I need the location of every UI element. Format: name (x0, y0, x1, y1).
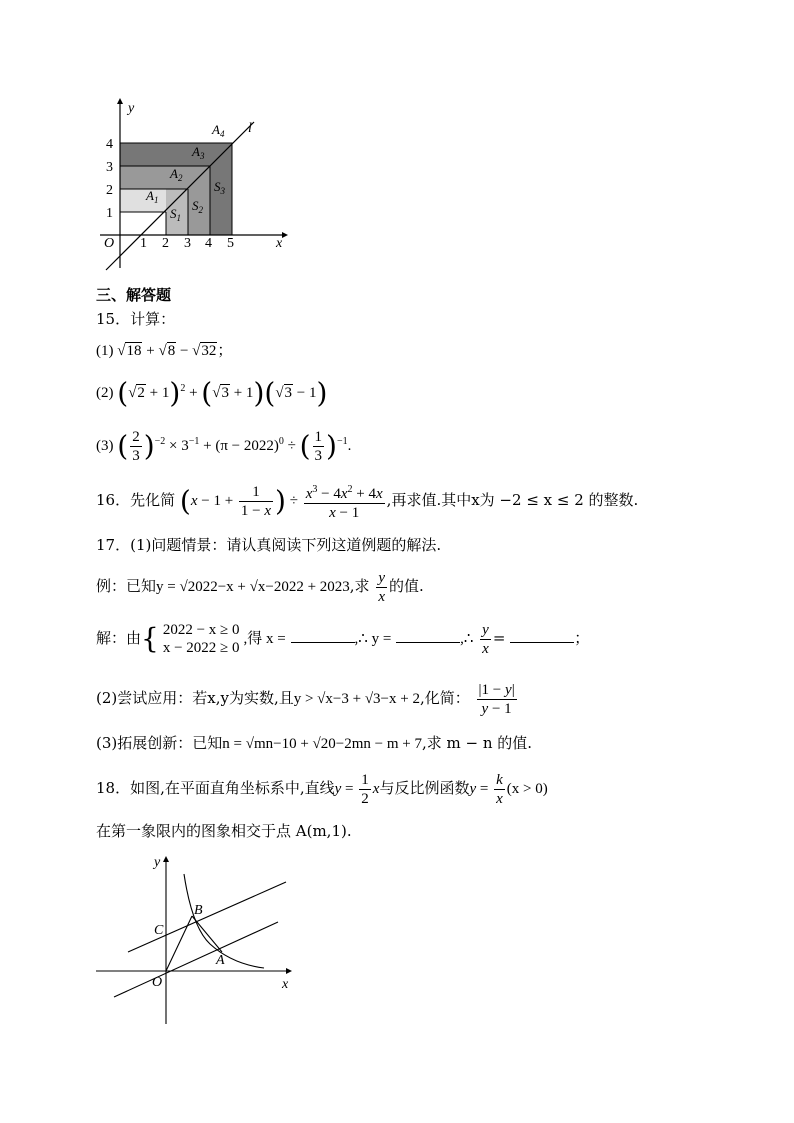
q17-therefore-frac: ,∴ (460, 631, 474, 647)
q17-part3-tail: ,求 m − n 的值. (421, 734, 533, 752)
section-title: 三、解答题 (96, 286, 172, 304)
point-a3-label: $A_3$ (192, 144, 205, 161)
q17-part2-prefix: (2)尝试应用：若x,y为实数,且 (96, 689, 294, 707)
x-tick-2: 2 (162, 236, 169, 251)
x-tick-3: 3 (184, 236, 191, 251)
y-tick-4: 4 (106, 137, 113, 152)
q18-line2: 在第一象限内的图象相交于点 A(m,1). (96, 822, 352, 840)
origin-label: O (104, 236, 115, 251)
q17-example-prefix: 例：已知 (96, 577, 157, 595)
area-s2-label: $S_2$ (192, 198, 203, 215)
y-axis-label: y (128, 101, 135, 116)
q17-example-expr: y = √2022−x + √x−2022 + 2023 (156, 579, 350, 595)
point-a1-label: $A_1$ (146, 188, 159, 205)
y-tick-1: 1 (106, 206, 113, 221)
answer-blank-y[interactable] (396, 628, 460, 643)
region-a1 (120, 189, 166, 212)
answer-blank-x[interactable] (291, 628, 355, 643)
x-tick-1: 1 (140, 236, 147, 251)
q17-example-suffix: ,求 (349, 577, 370, 595)
answer-blank-ratio[interactable] (510, 628, 574, 643)
q17-part3-expr: n = √mn−10 + √20−2mn − m + 7 (222, 736, 422, 752)
q15-part2: (2) $(√2 + 1)^2 + (√3 + 1)(√3 - 1)$ (96, 376, 328, 410)
q18-line1: 18．如图,在平面直角坐标系中,直线y = $\frac{1}{2}$ x与反比例函数y = $\frac{k}{x}$ (x > 0) (96, 772, 548, 808)
area-s1-label: $S_1$ (170, 206, 181, 223)
line-l-label: l (248, 121, 252, 136)
y-tick-3: 3 (106, 160, 113, 175)
q15-part1-label: (1) (96, 343, 114, 359)
origin-label: O (152, 975, 163, 990)
q17-get-x: ,得 x = (243, 631, 286, 647)
staircase-figure (96, 98, 296, 273)
q16-prefix: 16．先化简 (96, 491, 176, 509)
q18-prefix: 18．如图,在平面直角坐标系中,直线 (96, 779, 335, 797)
point-a4-label: $A_4$ (212, 122, 225, 139)
line-oa (114, 922, 278, 997)
q17-part2-expr: y > √x−3 + √3−x + 2 (293, 691, 420, 707)
q15-part3: (3) ( $\frac{2}{3}$ )$^{-2} \times 3^{-1} + (\pi - 2022)^0$ ÷ ( $\frac{1}{3}$ )$^{-1}$. (96, 429, 352, 465)
y-axis-label: y (154, 855, 161, 870)
q18-figure (92, 852, 302, 1027)
q17-system-line2: x − 2022 ≥ 0 (162, 640, 240, 656)
q17-part2: (2)尝试应用：若x,y为实数,且y > √x−3 + √3−x + 2,化简： $\frac{|1 - y|}{y - 1}$ (96, 681, 515, 717)
q17-part2-mid: ,化简： (419, 689, 470, 707)
q17-example: 例：已知y = √2022−x + √x−2022 + 2023,求 $\frac{y}{x}$ 的值. (96, 569, 424, 605)
y-tick-2: 2 (106, 183, 113, 198)
x-tick-5: 5 (227, 236, 234, 251)
q17-end: ； (574, 629, 590, 647)
q17-part3-prefix: (3)拓展创新：已知 (96, 734, 223, 752)
x-tick-4: 4 (205, 236, 212, 251)
q15-part1: (1) √18 + √8 − √32； (96, 343, 233, 359)
q16-suffix: ,再求值.其中x为 −2 ≤ x ≤ 2 的整数. (386, 491, 639, 509)
q18-domain: (x > 0) (506, 781, 548, 797)
q17-solution: 解：由{ 2022 − x ≥ 0 x − 2022 ≥ 0 ,得 x = ,∴ y = ,∴ $\frac{y}{x}$ = ； (96, 621, 590, 657)
point-c-label: C (154, 923, 164, 938)
q17-example-tail: 的值. (389, 577, 424, 595)
q15-part3-label: (3) (96, 438, 114, 454)
segment-ab (192, 916, 222, 952)
x-axis-label: x (276, 236, 283, 251)
q17-system-line1: 2022 − x ≥ 0 (162, 622, 240, 638)
q16: 16．先化简 (x − 1 + $\frac{1}{1 - x}$ ) ÷ $\frac{x^3 - 4x^2 + 4x}{x - 1}$ ,再求值.其中x为 −2 ≤ x ≤ 2 的整数. (96, 478, 638, 523)
point-a-label: A (216, 953, 225, 968)
x-axis-label: x (282, 977, 289, 992)
q18-mid: 与反比例函数 (379, 779, 470, 797)
q17-therefore-y: ,∴ y = (354, 631, 392, 647)
area-s3-label: $S_3$ (214, 179, 225, 196)
point-a2-label: $A_2$ (170, 166, 183, 183)
q17-part3 (96, 732, 532, 755)
point-b-label: B (194, 903, 203, 918)
q17-intro: 17．(1)问题情景：请认真阅读下列这道例题的解法. (96, 536, 442, 554)
q15-part2-label: (2) (96, 385, 114, 401)
q15-label: 15．计算： (96, 310, 176, 328)
q17-solution-prefix: 解：由 (96, 629, 142, 647)
